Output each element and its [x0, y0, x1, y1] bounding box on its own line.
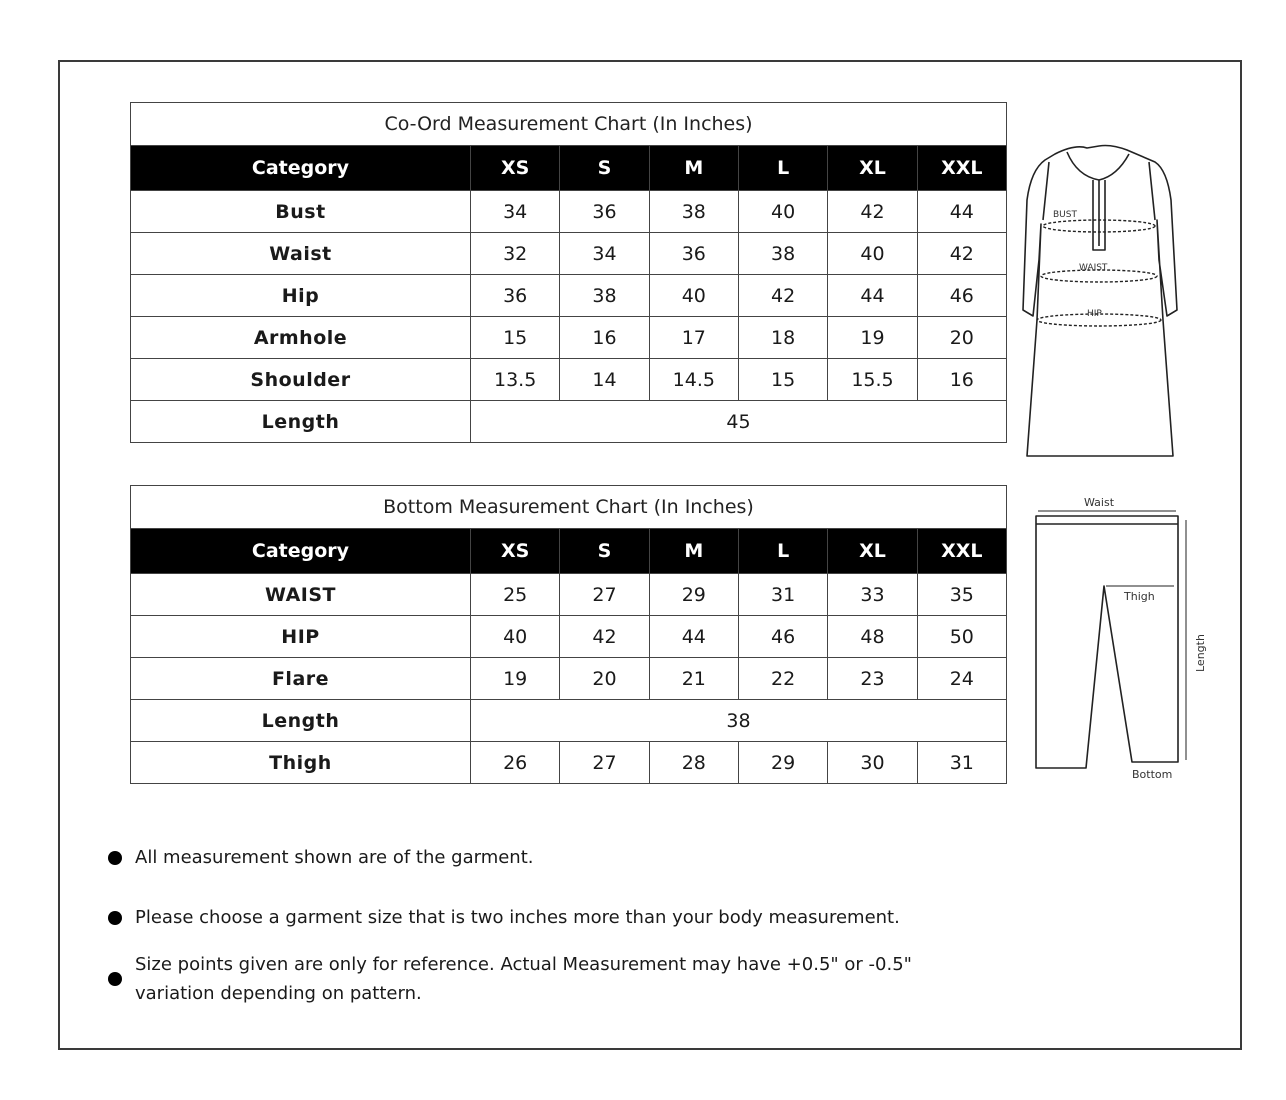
table-row [131, 700, 1007, 742]
pants-waist-label: Waist [1084, 496, 1115, 509]
pants-length-label: Length [1194, 634, 1207, 672]
header-size: M [649, 529, 738, 574]
waist-label: WAIST [1079, 263, 1108, 273]
table-cell: 22 [738, 658, 827, 700]
header-category: Category [131, 529, 471, 574]
table-cell: 15.5 [828, 359, 917, 401]
kurta-illustration [1015, 140, 1185, 462]
table-cell: 40 [738, 191, 827, 233]
row-label: Length [131, 700, 471, 742]
table-cell: 34 [471, 191, 560, 233]
pants-thigh-label: Thigh [1124, 590, 1155, 603]
table-row [131, 275, 1007, 317]
table-row [131, 233, 1007, 275]
table-row [131, 574, 1007, 616]
table-cell: 46 [738, 616, 827, 658]
table-cell: 14.5 [649, 359, 738, 401]
table-cell: 31 [738, 574, 827, 616]
table-cell: 14 [560, 359, 649, 401]
hip-label: HIP [1087, 309, 1102, 319]
row-label: Bust [131, 191, 471, 233]
table-cell: 31 [917, 742, 1006, 784]
header-size: XL [828, 146, 917, 191]
note-text: Please choose a garment size that is two inches more than your body measurement. [135, 907, 900, 928]
bullet-icon [108, 851, 122, 865]
bust-label: BUST [1053, 210, 1077, 220]
table-cell: 38 [560, 275, 649, 317]
header-category: Category [131, 146, 471, 191]
table-cell: 46 [917, 275, 1006, 317]
table-cell: 32 [471, 233, 560, 275]
table-cell: 19 [828, 317, 917, 359]
header-size: L [738, 529, 827, 574]
table-cell: 42 [560, 616, 649, 658]
row-label: Hip [131, 275, 471, 317]
table-cell: 24 [917, 658, 1006, 700]
table-cell: 42 [917, 233, 1006, 275]
header-size: XL [828, 529, 917, 574]
table-cell: 13.5 [471, 359, 560, 401]
table-cell: 34 [560, 233, 649, 275]
table-cell: 20 [917, 317, 1006, 359]
table-cell: 35 [917, 574, 1006, 616]
row-label: Shoulder [131, 359, 471, 401]
table-cell: 44 [828, 275, 917, 317]
table-row [131, 317, 1007, 359]
table-cell: 40 [828, 233, 917, 275]
table-cell: 29 [649, 574, 738, 616]
row-label: Length [131, 401, 471, 443]
table-row [131, 359, 1007, 401]
merged-cell: 45 [471, 401, 1007, 443]
table-cell: 40 [471, 616, 560, 658]
note-text: All measurement shown are of the garment. [135, 847, 534, 868]
table-cell: 16 [560, 317, 649, 359]
merged-cell: 38 [471, 700, 1007, 742]
table-cell: 28 [649, 742, 738, 784]
bottom-chart-title: Bottom Measurement Chart (In Inches) [131, 486, 1007, 529]
table-cell: 19 [471, 658, 560, 700]
table-cell: 25 [471, 574, 560, 616]
table-cell: 38 [738, 233, 827, 275]
table-cell: 50 [917, 616, 1006, 658]
coord-chart-title: Co-Ord Measurement Chart (In Inches) [131, 103, 1007, 146]
table-cell: 17 [649, 317, 738, 359]
table-cell: 36 [471, 275, 560, 317]
table-cell: 23 [828, 658, 917, 700]
table-row [131, 401, 1007, 443]
header-size: XXL [917, 529, 1006, 574]
table-cell: 44 [917, 191, 1006, 233]
header-size: XS [471, 529, 560, 574]
table-cell: 44 [649, 616, 738, 658]
table-cell: 36 [649, 233, 738, 275]
pants-illustration [1028, 492, 1213, 786]
table-cell: 40 [649, 275, 738, 317]
table-cell: 48 [828, 616, 917, 658]
header-size: L [738, 146, 827, 191]
header-size: XXL [917, 146, 1006, 191]
row-label: Waist [131, 233, 471, 275]
table-cell: 26 [471, 742, 560, 784]
table-cell: 27 [560, 574, 649, 616]
pants-bottom-label: Bottom [1132, 768, 1173, 781]
table-cell: 27 [560, 742, 649, 784]
row-label: WAIST [131, 574, 471, 616]
table-row [131, 191, 1007, 233]
table-cell: 38 [649, 191, 738, 233]
table-cell: 20 [560, 658, 649, 700]
row-label: Thigh [131, 742, 471, 784]
table-row [131, 616, 1007, 658]
table-cell: 15 [471, 317, 560, 359]
table-cell: 29 [738, 742, 827, 784]
table-cell: 36 [560, 191, 649, 233]
table-cell: 30 [828, 742, 917, 784]
table-cell: 42 [738, 275, 827, 317]
table-cell: 42 [828, 191, 917, 233]
header-size: M [649, 146, 738, 191]
bullet-icon [108, 972, 122, 986]
table-cell: 33 [828, 574, 917, 616]
table-row [131, 742, 1007, 784]
note-text: Size points given are only for reference. Actual Measurement may have +0.5" or -0.5" variation depending on pattern. [135, 954, 912, 1004]
coord-measurement-table [130, 102, 1007, 443]
table-row [131, 658, 1007, 700]
table-cell: 18 [738, 317, 827, 359]
header-size: S [560, 529, 649, 574]
table-cell: 21 [649, 658, 738, 700]
header-size: XS [471, 146, 560, 191]
bottom-measurement-table [130, 485, 1007, 784]
table-cell: 15 [738, 359, 827, 401]
row-label: HIP [131, 616, 471, 658]
table-cell: 16 [917, 359, 1006, 401]
row-label: Armhole [131, 317, 471, 359]
row-label: Flare [131, 658, 471, 700]
header-size: S [560, 146, 649, 191]
bullet-icon [108, 911, 122, 925]
